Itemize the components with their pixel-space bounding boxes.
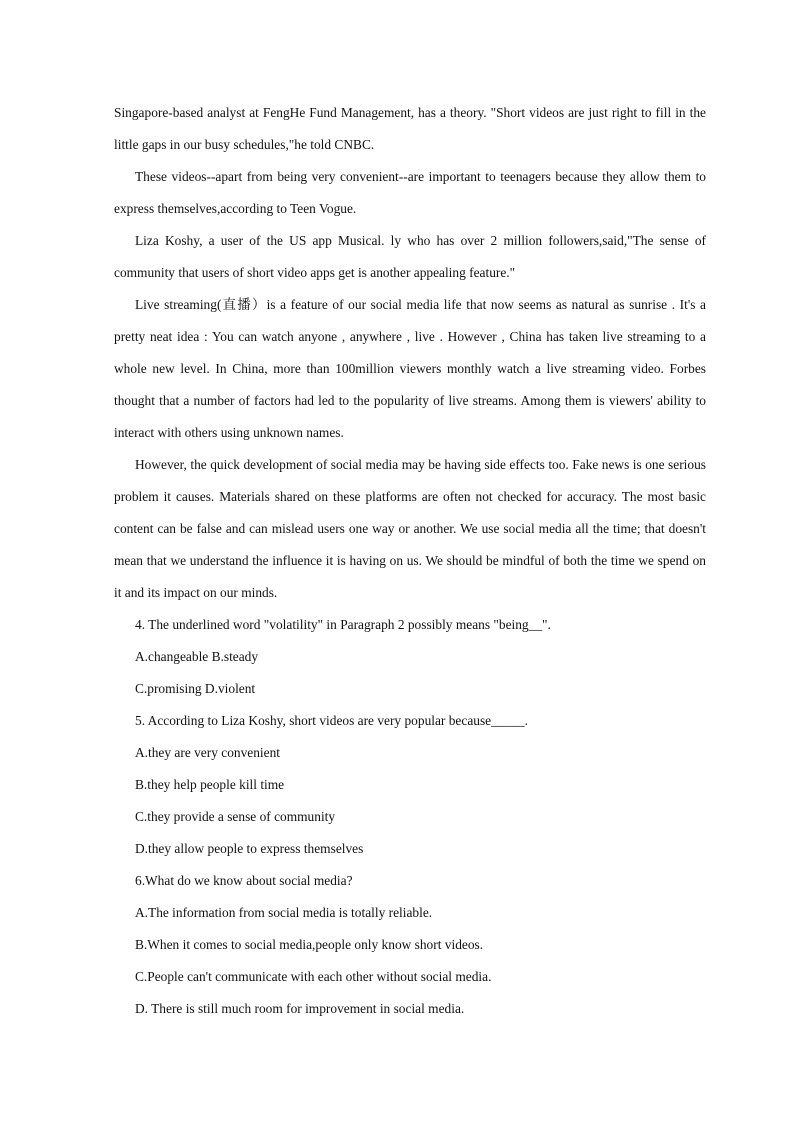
question-6-option-d: D. There is still much room for improvement in social media. [135, 1001, 465, 1016]
question-5-option-b: B.they help people kill time [135, 777, 285, 792]
question-6-option-c: C.People can't communicate with each other without social media. [135, 969, 492, 984]
question-6-option-b: B.When it comes to social media,people only know short videos. [135, 937, 484, 952]
question-5-option-a: A.they are very convenient [135, 745, 281, 760]
passage-paragraph-2: These videos--apart from being very convenient--are important to teenagers because they allow them to express themselves,according to Teen Vogue. [114, 169, 706, 216]
passage-paragraph-1: Singapore-based analyst at FengHe Fund Management, has a theory. "Short videos are just right to fill in the little gaps in our busy schedules,"he told CNBC. [114, 105, 706, 152]
question-5-option-d: D.they allow people to express themselves [135, 841, 364, 856]
passage-paragraph-3: Liza Koshy, a user of the US app Musical. ly who has over 2 million followers,said,"The sense of community that users of short video apps get is another appealing feature." [114, 233, 706, 280]
document-page [114, 97, 706, 1025]
question-6-option-a: A.The information from social media is totally reliable. [135, 905, 433, 920]
question-5-option-c: C.they provide a sense of community [135, 809, 336, 824]
question-5-stem: 5. According to Liza Koshy, short videos are very popular because_____. [135, 713, 528, 728]
passage-paragraph-4: Live streaming(直播）is a feature of our social media life that now seems as natural as sunrise . It's a pretty neat idea : You can watch anyone , anywhere , live . However , China has taken live streaming to a whole new level. In China, more than 100million viewers monthly watch a live streaming video. Forbes thought that a number of factors had led to the popularity of live streams. Among them is viewers' ability to interact with others using unknown names. [114, 297, 706, 440]
question-4-options-ab: A.changeable B.steady [135, 649, 259, 664]
question-6-stem: 6.What do we know about social media? [135, 873, 353, 888]
question-4-stem: 4. The underlined word "volatility" in Paragraph 2 possibly means "being__". [135, 617, 551, 632]
passage-paragraph-5: However, the quick development of social media may be having side effects too. Fake news is one serious problem it causes. Materials shared on these platforms are often not checked for accuracy. The most basic content can be false and can mislead users one way or another. We use social media all the time; that doesn't mean that we understand the influence it is having on us. We should be mindful of both the time we spend on it and its impact on our minds. [114, 457, 706, 600]
question-4-options-cd: C.promising D.violent [135, 681, 256, 696]
